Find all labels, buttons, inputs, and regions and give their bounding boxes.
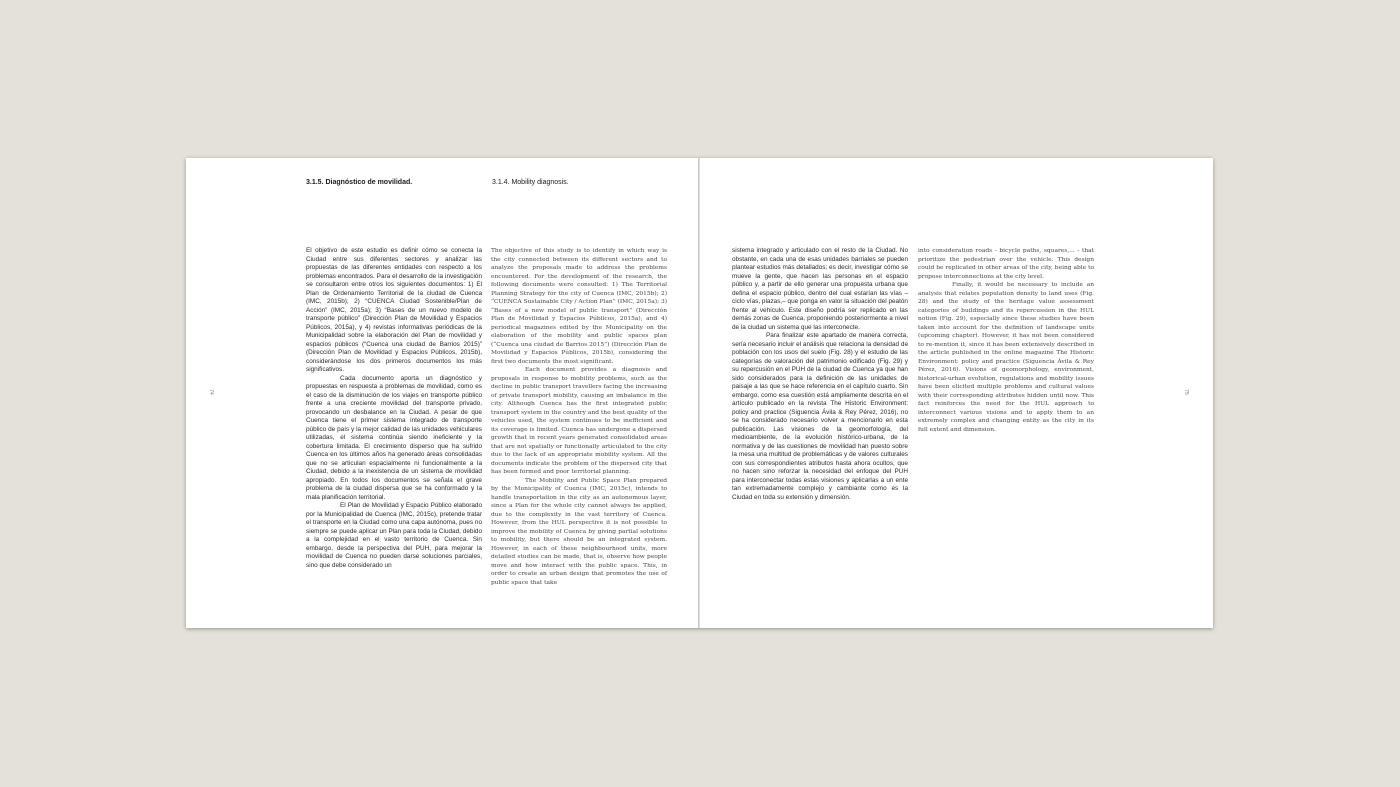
right-column-english: [918, 247, 1094, 434]
page-number: 75: [1182, 389, 1189, 395]
paragraph: The Mobility and Public Space Plan prepared by the Municipality of Cuenca (IMC, 2015c), intends to handle transportation in the city as an autonomous layer, since a Plan for the whole city cannot always be applied, due to the complexity in the vast territory of Cuenca. However, from the HUL perspective it is not possible to improve the mobility of Cuenca by giving partial solutions to mobility, but there should be an integrated system. However, in each of these neighbourhood units, more detailed studies can be made, that is, observe how people move and how interact with the public space. This, in order to create an urban design that promotes the use of public space that take: [491, 477, 667, 586]
page-number: 74: [207, 389, 214, 395]
paragraph: sistema integrado y articulado con el resto de la Ciudad. No obstante, en cada una de esas unidades barriales se pueden plantear estudios más detallados; es decir, investigar cómo se mueve la gente, que hacen las personas en el espacio público y, a partir de ello generar una propuesta urbana que defina el espacio público, dentro del cual estarían las vías –ciclo vías, plazas,– que ponga en valor la situación del peatón frente al vehículo. Este diseño podría ser replicado en las demás zonas de Cuenca, proponiendo posteriormente a nivel de la ciudad un sistema que las interconecte.: [732, 247, 908, 331]
heading-english: 3.1.4. Mobility diagnosis.: [492, 179, 569, 186]
paragraph: Para finalizar este apartado de manera correcta, sería necesario incluir el análisis que relaciona la densidad de población con los usos del suelo (Fig. 28) y el estudio de las categorías de valoración del patrimonio edificado (Fig. 29) y su repercusión en el PUH de la ciudad de Cuenca ya que han sido considerados para la definición de las unidades de paisaje a las que se hace referencia en el capítulo cuarto. Sin embargo, como esa cuestión está ampliamente descrita en el artículo publicado en la revista The Historic Environment: policy and practice (Siguencia Ávila & Rey Pérez, 2016), no se ha considerado necesario volver a mencionarlo en esta publicación. Las visiones de la geomorfología, del medioambiente, de la evolución histórico-urbana, de la normativa y de las cuestiones de movilidad han puesto sobre la mesa una multitud de problemáticas y de valores culturales con sus correspondientes atributos hasta ahora ocultos, que no hacen sino reforzar la necesidad del enfoque del PUH para interconectar todas estas visiones y aplicarlas a un ente tan extremadamente complejo y cambiante como es la Ciudad en toda su extensión y dimensión.: [732, 332, 908, 501]
paragraph: Cada documento aporta un diagnóstico y propuestas en respuesta a problemas de movilidad, como es el caso de la disminución de los viajes en transporte público frente a una creciente movilidad del transporte privado, provocando un desbalance en la Ciudad. A pesar de que Cuenca tiene el primer sistema integrado de transporte público de país y la mejor calidad de las unidades vehiculares utilizadas, el sistema continúa siendo ineficiente y la cobertura limitada. El crecimiento disperso que ha sufrido Cuenca en los últimos años ha generado áreas consolidadas que no se articulan espacialmente ni funcionalmente a la Ciudad, debido a la inexistencia de un sistema de movilidad apropiado. En todos los documentos se señala el grave problema de la ciudad dispersa que se ha conformado y la mala planificación territorial.: [306, 374, 482, 501]
paragraph: into consideration roads - bicycle paths, squares,... - that prioritize the pedestrian over the vehicle. This design could be replicated in other areas of the city, being able to propose interconnections at the city level.: [918, 248, 1094, 280]
book-spread: [186, 158, 1213, 628]
heading-spanish: 3.1.5. Diagnóstico de movilidad.: [306, 179, 413, 186]
paragraph: Each document provides a diagnosis and proposals in response to mobility problems, such as the decline in public transport travellers facing the increasing of private transport mobility, causing an imbalance in the city. Although Cuenca has the first integrated public transport system in the country and the best quality of the vehicles used, the system continues to be inefficient and its coverage is limited. Cuenca has undergone a dispersed growth that in recent years generated consolidated areas that are not spatially or functionally articulated to the city due to the lack of an appropriate mobility system. All the documents indicate the problem of the dispersed city that has been formed and poor territorial planning.: [491, 367, 667, 475]
right-page: [700, 158, 1213, 628]
left-page: [186, 158, 699, 628]
left-column-spanish: [306, 247, 482, 570]
paragraph: The objective of this study is to identify in which way is the city connected between its different sectors and to analyze the proposals made to address the problems encountered. For the development of the research, the following documents were consulted: 1) The Territorial Planning Strategy for the city of Cuenca (IMC, 2015b); 2) “CUENCA Sustainable City / Action Plan” (IMC, 2015a); 3) “Bases of a new model of public transport” (Dirección Plan de Movilidad y Espacios Públicos, 2015a), and 4) periodical magazines edited by the Municipality on the elaboration of the mobility and public spaces plan (“Cuenca una ciudad de Barrios 2015”) (Dirección Plan de Movilidad y Espacios Públicos, 2015b), considering the first two documents the most significant.: [491, 248, 667, 365]
paragraph: Finally, it would be necessary to include an analysis that relates population density to land uses (Fig. 28) and the study of the heritage value assessment categories of buildings and its repercussion in the HUL notion (Fig. 29), especially since these studies have been taken into account for the definition of landscape units (upcoming chapter). However, it has not been considered to re-mention it, since it has been extensively described in the article published in the online magazine The Historic Environment: policy and practice (Siguencia Ávila & Rey Pérez, 2016). Visions of geomorphology, environment, historical-urban evolution, regulations and mobility issues have been elicited multiple problems and cultural values with their corresponding attributes hidden until now. This fact reinforces the need for the HUL approach to interconnect various visions and to apply them to an extremely complex and changing entity as the city in its full extent and dimension.: [918, 282, 1094, 433]
right-column-spanish: [732, 247, 908, 502]
paragraph: El Plan de Movilidad y Espacio Público elaborado por la Municipalidad de Cuenca (IMC, 2015c), pretende tratar el transporte en la Ciudad como una capa autónoma, pues no siempre se puede aplicar un Plan para toda la Ciudad, debido a la complejidad en el vasto territorio de Cuenca. Sin embargo, desde la perspectiva del PUH, para mejorar la movilidad de Cuenca no pueden darse soluciones parciales, sino que debe considerado un: [306, 502, 482, 569]
paragraph: El objetivo de este estudio es definir cómo se conecta la Ciudad entre sus diferentes sectores y analizar las propuestas de las diferentes entidades con respecto a los problemas encontrados. Para el desarrollo de la investigación se consultaron entre otros los siguientes documentos: 1) El Plan de Ordenamiento Territorial de la ciudad de Cuenca (IMC, 2015b); 2) “CUENCA Ciudad Sostenible/Plan de Acción” (IMC, 2015a); 3) “Bases de un nuevo modelo de transporte público” (Dirección Plan de Movilidad y Espacios Públicos, 2015a), y 4) revistas informativas periódicas de la Municipalidad sobre la elaboración del Plan de movilidad y espacios públicos (“Cuenca una ciudad de Barrios 2015)” (Dirección Plan de Movilidad y Espacios Públicos, 2015b), considerándose los dos primeros documentos los más significativos.: [306, 247, 482, 373]
left-column-english: [491, 247, 667, 587]
